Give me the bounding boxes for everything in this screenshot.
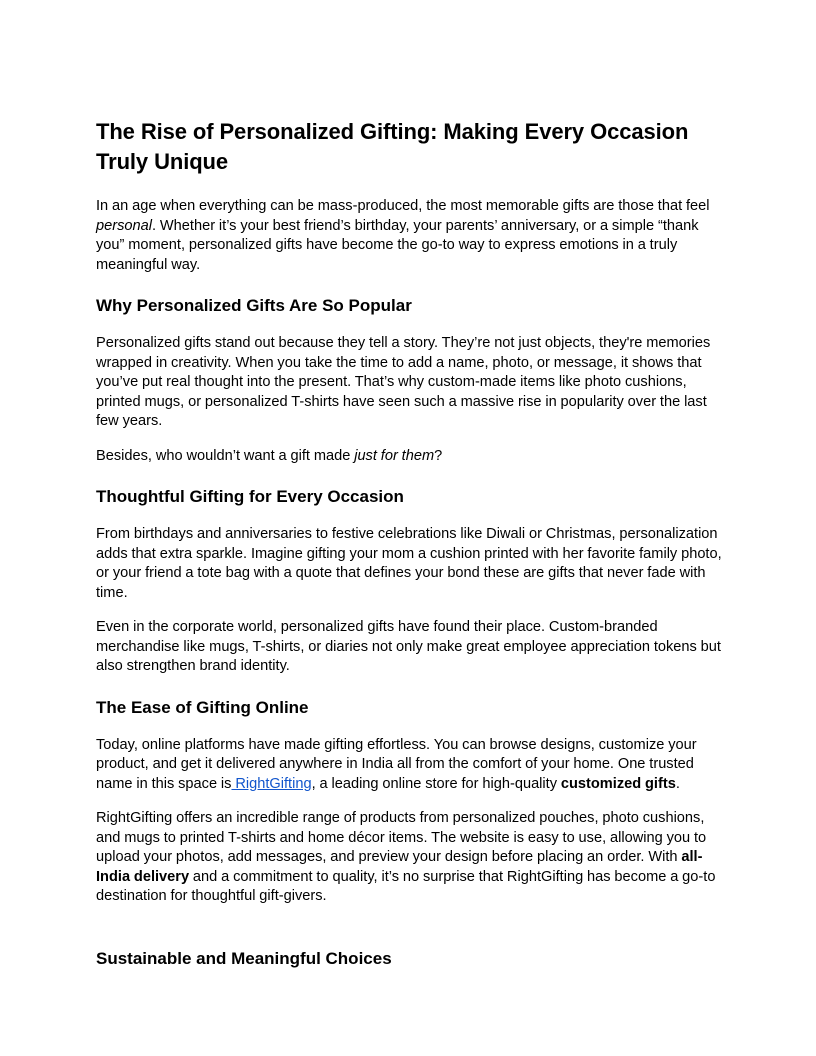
intro-text-end: . Whether it’s your best friend’s birthday, your parents’ anniversary, or a simple “thank you” moment, personalized gifts have become the go-to way to express emotions in a truly meaningful way. bbox=[96, 217, 699, 273]
occasion-paragraph-1: From birthdays and anniversaries to festive celebrations like Diwali or Christmas, personalization adds that extra sparkle. Imagine gifting your mom a cushion printed with her favorite family photo, or your friend a tote bag with a quote that defines your bond these are gifts that never fade with time. bbox=[96, 526, 722, 601]
occasion-paragraph-2: Even in the corporate world, personalized gifts have found their place. Custom-branded merchandise like mugs, T-shirts, or diaries not only make great employee appreciation tokens but also strengthen brand identity. bbox=[96, 619, 721, 674]
intro-paragraph bbox=[96, 197, 726, 275]
online-p1-middle: , a leading online store for high-quality bbox=[311, 775, 561, 792]
section-heading-occasion: Thoughtful Gifting for Every Occasion bbox=[96, 487, 404, 506]
popular-paragraph-2 bbox=[96, 447, 726, 467]
section-heading-online: The Ease of Gifting Online bbox=[96, 697, 309, 717]
page-title: The Rise of Personalized Gifting: Making Every Occasion Truly Unique bbox=[96, 119, 689, 174]
section-heading-sustainable: Sustainable and Meaningful Choices bbox=[96, 948, 392, 968]
intro-text-start: In an age when everything can be mass-produced, the most memorable gifts are those that feel bbox=[96, 198, 710, 214]
online-paragraph-2 bbox=[96, 809, 726, 907]
online-paragraph-1 bbox=[96, 736, 726, 795]
online-p1-bold: customized gifts bbox=[560, 775, 676, 792]
online-p1-start: Today, online platforms have made gifting effortless. You can browse designs, customize your product, and get it delivered anywhere in India all from the comfort of your home. One trusted name in this space is bbox=[96, 736, 697, 792]
online-p2-end: and a commitment to quality, it’s no surprise that RightGifting has become a go-to destination for thoughtful gift-givers. bbox=[96, 868, 716, 904]
document-page bbox=[96, 117, 726, 987]
popular-p2-emphasis: just for them bbox=[354, 447, 435, 464]
section-heading-popular: Why Personalized Gifts Are So Popular bbox=[96, 296, 412, 315]
online-p1-end: . bbox=[675, 775, 680, 792]
online-p2-bold: all-India delivery bbox=[96, 849, 703, 885]
popular-p2-end: ? bbox=[434, 447, 443, 464]
intro-emphasis: personal bbox=[96, 217, 152, 234]
popular-paragraph-1: Personalized gifts stand out because they tell a story. They’re not just objects, they're memories wrapped in creativity. When you take the time to add a name, photo, or message, it shows that you’ve put real thought into the present. That’s why custom-made items like photo cushions, printed mugs, or personalized T-shirts have seen such a massive rise in popularity over the last few years. bbox=[96, 335, 711, 429]
online-p2-start: RightGifting offers an incredible range of products from personalized pouches, photo cushions, and mugs to printed T-shirts and home décor items. The website is easy to use, allowing you to upload your photos, add messages, and preview your design before placing an order. With bbox=[96, 810, 707, 865]
popular-p2-start: Besides, who wouldn’t want a gift made bbox=[96, 447, 355, 464]
rightgifting-link[interactable]: RightGifting bbox=[231, 775, 312, 792]
